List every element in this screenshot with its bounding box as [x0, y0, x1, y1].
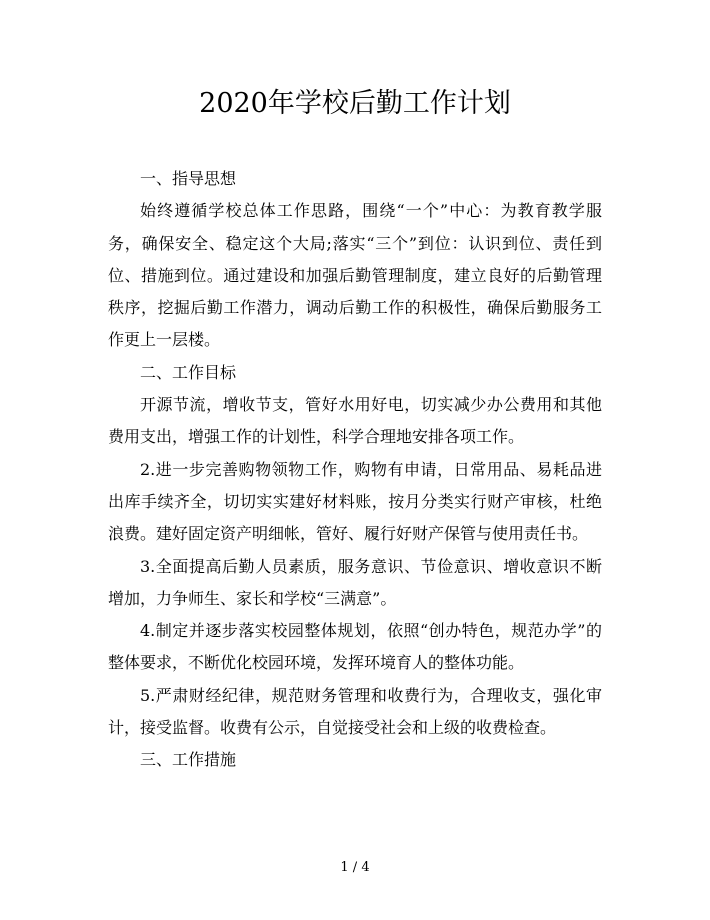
page-number: 1 / 4 [340, 860, 370, 875]
paragraph-guiding-ideology: 始终遵循学校总体工作思路，围绕“一个”中心：为教育教学服务，确保安全、稳定这个大局;落实“三个”到位：认识到位、责任到位、措施到位。通过建设和加强后勤管理制度，建立良好的后勤管理秩序，挖掘后勤工作潜力，调动后勤工作的积极性，确保后勤服务工作更上一层楼。 [108, 201, 602, 350]
section-heading-work-measures: 三、工作措施 [140, 750, 237, 770]
section-heading-work-goals: 二、工作目标 [140, 362, 237, 382]
paragraph-goal-3: 3.全面提高后勤人员素质，服务意识、节俭意识、增收意识不断增加，力争师生、家长和学校“三满意”。 [108, 556, 602, 608]
section-heading-guiding-ideology: 一、指导思想 [140, 169, 237, 188]
document-body [108, 163, 602, 777]
paragraph-goal-4: 4.制定并逐步落实校园整体规划，依照“创办特色，规范办学”的整体要求，不断优化校园环境，发挥环境育人的整体功能。 [108, 621, 602, 673]
paragraph-goal-2: 2.进一步完善购物领物工作，购物有申请，日常用品、易耗品进出库手续齐全，切切实实建好材料账，按月分类实行财产审核，杜绝浪费。建好固定资产明细帐，管好、履行好财产保管与使用责任书。 [108, 459, 602, 544]
paragraph-goal-1: 开源节流，增收节支，管好水用好电，切实减少办公费用和其他费用支出，增强工作的计划性，科学合理地安排各项工作。 [108, 395, 602, 447]
document-title: 2020年学校后勤工作计划 [199, 88, 511, 119]
paragraph-goal-5: 5.严肃财经纪律，规范财务管理和收费行为，合理收支，强化审计，接受监督。收费有公示，自觉接受社会和上级的收费检查。 [108, 685, 602, 738]
